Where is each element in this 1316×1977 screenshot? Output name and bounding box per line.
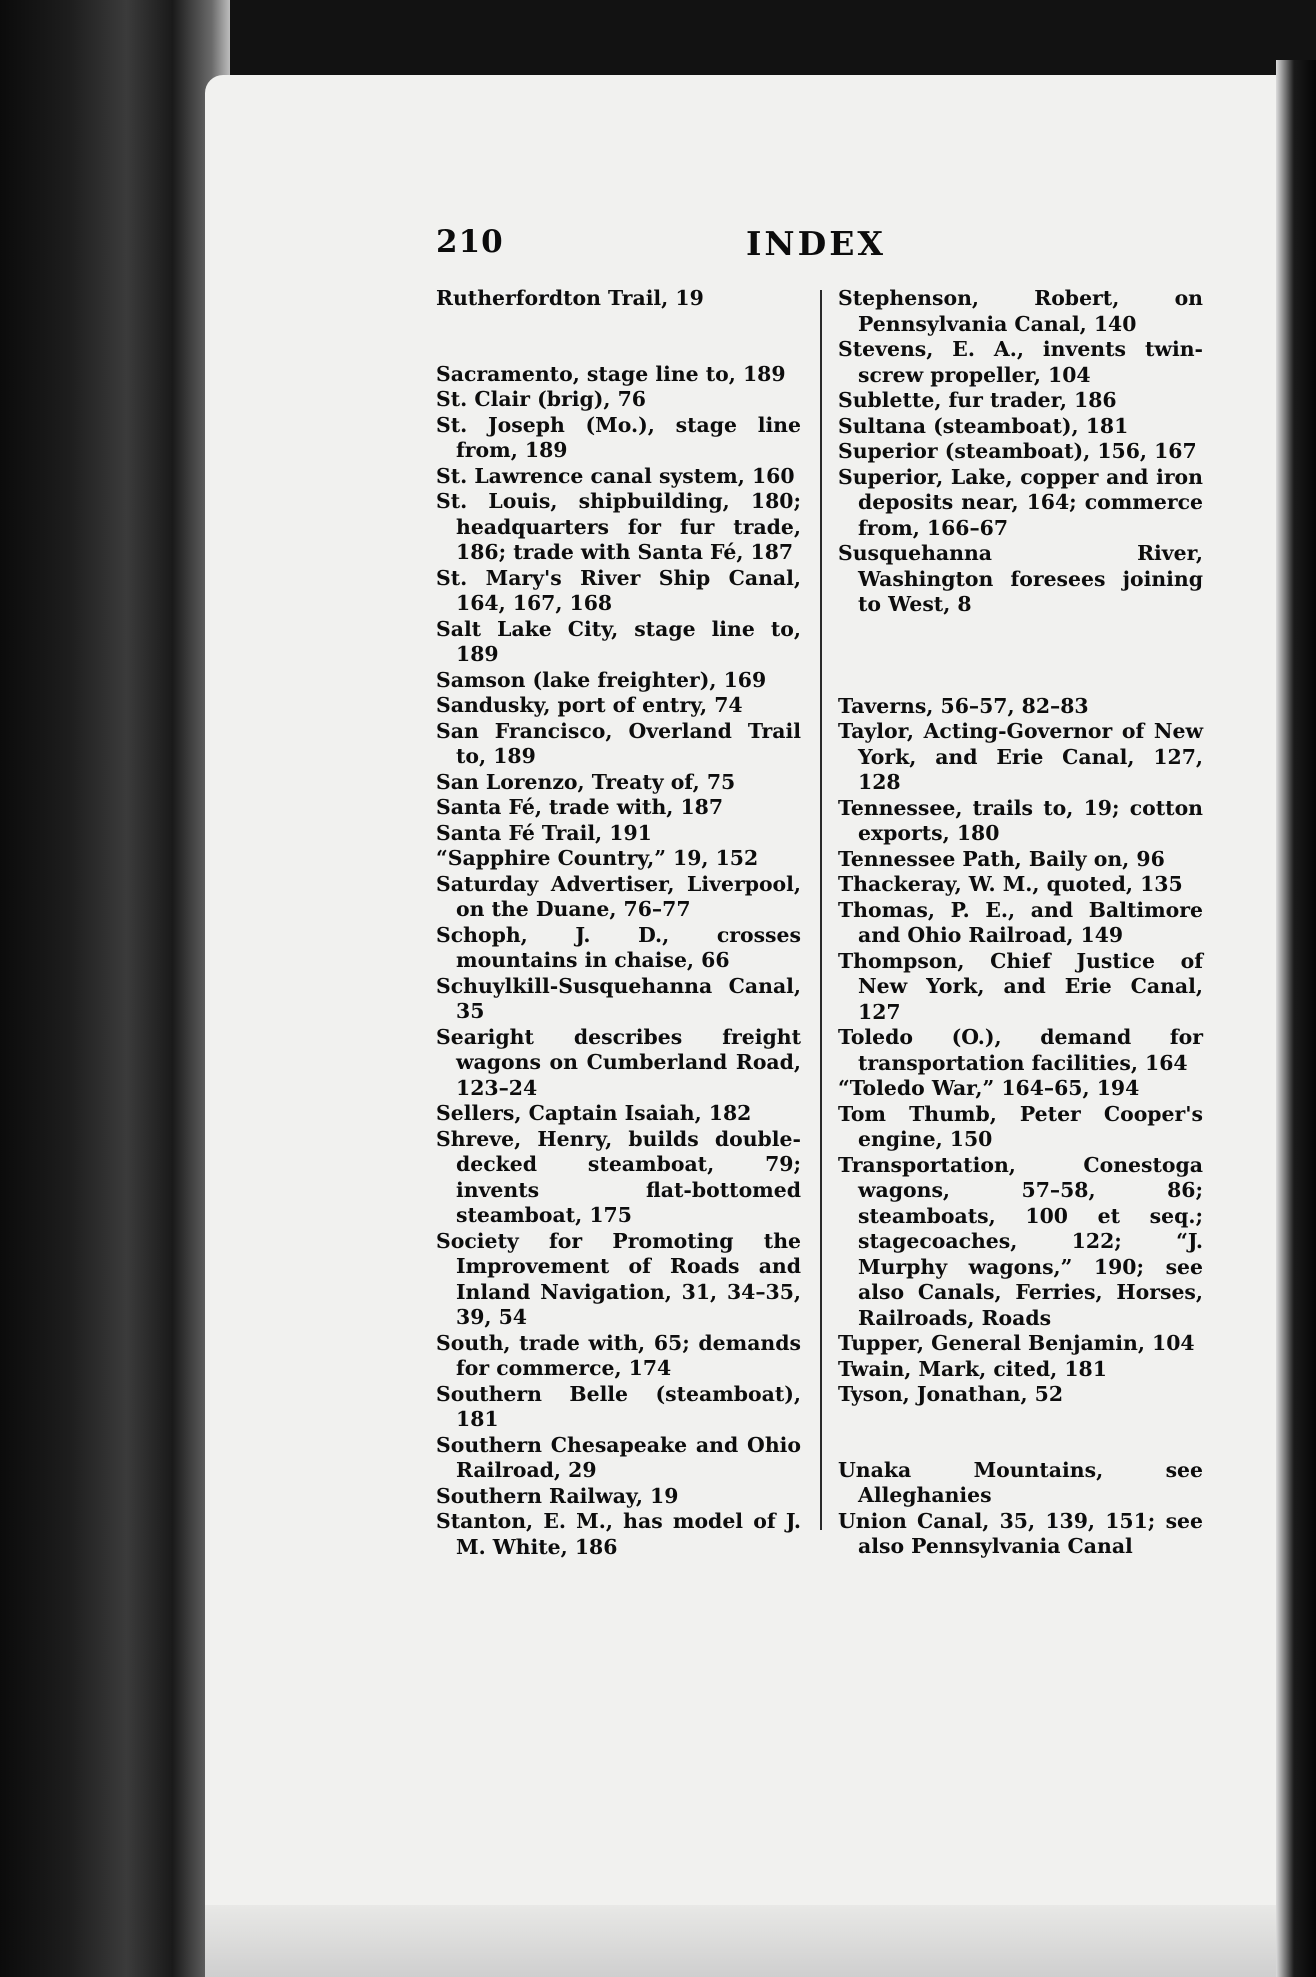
- index-entry: Salt Lake City, stage line to, 189: [436, 616, 801, 666]
- index-entry: Thompson, Chief Justice of New York, and Erie Canal, 127: [838, 948, 1203, 1024]
- index-entry: Sellers, Captain Isaiah, 182: [436, 1101, 752, 1125]
- index-entry: Sandusky, port of entry, 74: [436, 693, 743, 717]
- running-head: INDEX: [746, 224, 886, 263]
- page-header: [436, 224, 1136, 274]
- index-entry: Southern Belle (steamboat), 181: [436, 1381, 801, 1431]
- index-entry: San Lorenzo, Treaty of, 75: [436, 769, 736, 794]
- index-entry: Thackeray, W. M., quoted, 135: [838, 872, 1183, 896]
- index-entry: Santa Fé, trade with, 187: [436, 795, 724, 819]
- index-entry: Sacramento, stage line to, 189: [436, 361, 786, 386]
- column-rule: [820, 290, 822, 1530]
- index-entry: Superior (steamboat), 156, 167: [838, 439, 1197, 463]
- index-entry: Taverns, 56–57, 82–83: [838, 693, 1089, 718]
- page-number: 210: [436, 224, 504, 260]
- index-entry: Society for Promoting the Improvement of Roads and Inland Navigation, 31, 34–35, 39, 54: [436, 1228, 801, 1329]
- index-entry: Stephenson, Robert, on Pennsylvania Canal, 140: [838, 286, 1203, 336]
- index-entry: St. Mary's River Ship Canal, 164, 167, 168: [436, 565, 801, 615]
- index-entry: Twain, Mark, cited, 181: [838, 1356, 1107, 1381]
- index-entry: Schoph, J. D., crosses mountains in chaise, 66: [436, 922, 801, 972]
- index-entry: Superior, Lake, copper and iron deposits near, 164; commerce from, 166–67: [838, 464, 1203, 540]
- index-entry: St. Louis, shipbuilding, 180; headquarters for fur trade, 186; trade with Santa Fé, 187: [436, 489, 801, 564]
- index-column-left: [436, 286, 801, 1560]
- index-entry: Union Canal, 35, 139, 151; see also Pennsylvania Canal: [838, 1508, 1203, 1558]
- letter-gap: [838, 1408, 1203, 1458]
- index-entry: Tennessee, trails to, 19; cotton exports, 180: [838, 795, 1203, 845]
- index-entry: San Francisco, Overland Trail to, 189: [436, 718, 801, 768]
- index-entry: South, trade with, 65; demands for commerce, 174: [436, 1330, 801, 1380]
- index-entry: Samson (lake freighter), 169: [436, 667, 767, 692]
- index-column-right: [838, 286, 1203, 1560]
- index-entry: Tom Thumb, Peter Cooper's engine, 150: [838, 1101, 1203, 1151]
- book-spine: [0, 0, 230, 1977]
- index-entry: Shreve, Henry, builds double-decked steamboat, 79; invents flat-bottomed steamboat, 175: [436, 1126, 801, 1227]
- page-right-edge: [1276, 60, 1316, 1977]
- index-entry: Stanton, E. M., has model of J. M. White, 186: [436, 1509, 801, 1559]
- index-entry: Toledo (O.), demand for transportation facilities, 164: [838, 1025, 1203, 1075]
- letter-gap: [436, 312, 801, 362]
- index-entry: Rutherfordton Trail, 19: [436, 286, 704, 310]
- index-entry: Southern Chesapeake and Ohio Railroad, 29: [436, 1432, 801, 1482]
- index-entry: Thomas, P. E., and Baltimore and Ohio Railroad, 149: [838, 897, 1203, 947]
- index-entry: “Toledo War,” 164–65, 194: [838, 1076, 1140, 1100]
- index-entry: St. Joseph (Mo.), stage line from, 189: [436, 412, 801, 462]
- index-entry: “Sapphire Country,” 19, 152: [436, 846, 759, 870]
- letter-gap: [838, 618, 1203, 694]
- page-bottom-edge: [205, 1905, 1290, 1977]
- index-entry: Saturday Advertiser, Liverpool, on the Duane, 76–77: [436, 871, 801, 921]
- index-entry: Transportation, Conestoga wagons, 57–58, 86; steamboats, 100 et seq.; stagecoaches, 122; “J. Murphy wagons,” 190; see also Canals, Ferries, Horses, Railroads, Roads: [838, 1152, 1203, 1330]
- index-entry: Sublette, fur trader, 186: [838, 388, 1117, 412]
- index-entry: Tyson, Jonathan, 52: [838, 1382, 1064, 1406]
- index-entry: St. Clair (brig), 76: [436, 387, 646, 411]
- index-entry: Taylor, Acting-Governor of New York, and Erie Canal, 127, 128: [838, 719, 1203, 794]
- index-entry: Stevens, E. A., invents twin-screw propeller, 104: [838, 337, 1203, 387]
- index-entry: St. Lawrence canal system, 160: [436, 463, 795, 488]
- index-entry: Tupper, General Benjamin, 104: [838, 1331, 1195, 1355]
- index-entry: Tennessee Path, Baily on, 96: [838, 846, 1165, 871]
- index-entry: Searight describes freight wagons on Cumberland Road, 123–24: [436, 1024, 801, 1100]
- index-entry: Susquehanna River, Washington foresees joining to West, 8: [838, 541, 1203, 616]
- index-entry: Southern Railway, 19: [436, 1483, 679, 1508]
- index-entry: Schuylkill-Susquehanna Canal, 35: [436, 973, 801, 1023]
- index-entry: Sultana (steamboat), 181: [838, 413, 1129, 438]
- index-entry: Santa Fé Trail, 191: [436, 820, 652, 845]
- index-entry: Unaka Mountains, see Alleghanies: [838, 1457, 1203, 1507]
